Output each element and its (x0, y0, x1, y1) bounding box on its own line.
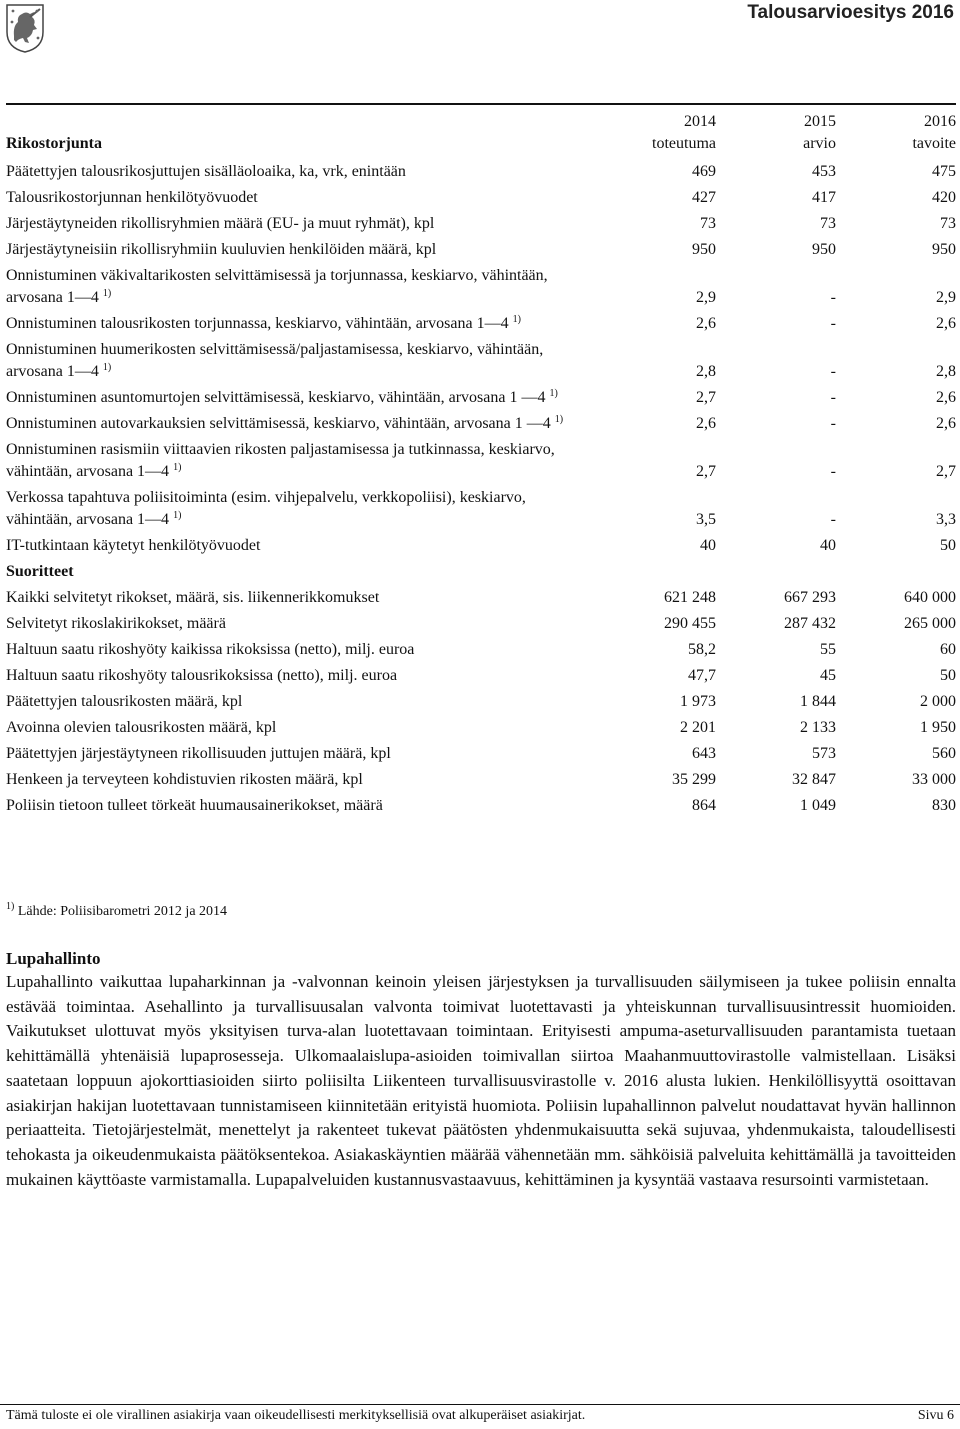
table-row (6, 485, 956, 533)
cell-value: 2 201 (680, 719, 716, 736)
footnote-ref: 1) (173, 510, 182, 521)
cell-value: 2 000 (920, 693, 956, 710)
footnote-ref: 1) (102, 362, 112, 373)
table-row (6, 437, 956, 485)
cell-value: - (830, 389, 836, 406)
cell-value: 2,8 (936, 363, 956, 380)
table-row (6, 689, 956, 715)
cell-value: 50 (940, 667, 956, 684)
row-label: Onnistuminen asuntomurtojen selvittämisessä, keskiarvo, vähintään, arvosana 1 —4 $^{1)}$ (6, 388, 558, 406)
table-row (6, 185, 956, 211)
cell-value: 3,3 (936, 511, 956, 528)
footnote-marker: 1) (6, 901, 15, 912)
table-row (6, 585, 956, 611)
cell-value: 35 299 (672, 771, 716, 788)
cell-value: 32 847 (792, 771, 836, 788)
cell-value: 2,7 (696, 389, 716, 406)
cell-value: 45 (820, 667, 836, 684)
cell-value: 2,6 (696, 315, 716, 332)
footnote-ref: 1) (549, 388, 558, 399)
cell-value: 640 000 (904, 589, 956, 606)
cell-value: 830 (932, 797, 956, 814)
cell-value: 560 (932, 745, 956, 762)
cell-value: 2,9 (936, 289, 956, 306)
footnote-ref: 1) (102, 288, 112, 299)
cell-value: 864 (692, 797, 716, 814)
cell-value: 33 000 (912, 771, 956, 788)
table-row (6, 311, 956, 337)
row-label: IT-tutkintaan käytetyt henkilötyövuodet (6, 537, 261, 554)
table-row (6, 767, 956, 793)
cell-value: 2 133 (800, 719, 836, 736)
column-header-2014: 2014 toteutuma (652, 113, 716, 152)
cell-value: 3,5 (696, 511, 716, 528)
cell-value: 2,6 (936, 315, 956, 332)
cell-value: 643 (692, 745, 716, 762)
table-row (6, 237, 956, 263)
cell-value: 475 (932, 163, 956, 180)
table-row (6, 663, 956, 689)
footnote-ref: 1) (554, 414, 564, 425)
cell-value: 50 (940, 537, 956, 554)
cell-value: 1 049 (800, 797, 836, 814)
cell-value: 453 (812, 163, 836, 180)
document-title: Talousarvioesitys 2016 (747, 2, 954, 23)
cell-value: 40 (820, 537, 836, 554)
cell-value: 427 (692, 189, 716, 206)
table-row (6, 637, 956, 663)
row-label: Onnistuminen autovarkauksien selvittämisessä, keskiarvo, vähintään, arvosana 1 —4 $^{1)}$ (6, 414, 564, 432)
cell-value: 2,7 (936, 463, 956, 480)
cell-value: 47,7 (688, 667, 716, 684)
cell-value: 1 973 (680, 693, 716, 710)
table-row (6, 793, 956, 819)
row-label: Verkossa tapahtuva poliisitoiminta (esim. vihjepalvelu, verkkopoliisi), keskiarvo, vähintään, arvosana 1—4 $^{1)}$ (6, 489, 526, 528)
cell-value: - (830, 363, 836, 380)
row-label: Poliisin tietoon tulleet törkeät huumausainerikokset, määrä (6, 797, 383, 814)
row-label: Onnistuminen rasismiin viittaavien rikosten paljastamisessa ja tutkinnassa, keskiarvo, vähintään, arvosana 1—4 $^{1)}$ (6, 441, 555, 480)
section-paragraph: Lupahallinto vaikuttaa lupaharkinnan ja -valvonnan keinoin yleisen järjestyksen ja turvallisuuden säilymiseen ja tukee poliisin ennalta estävää toimintaa. Asehallinto ja turvallisuusalan valvonta toimivat luotettavasti ja yhteiskunnan turvallisuusintressit huomioiden. Vaikutukset ulottuvat myös yksityisen turva-alan luotettavaan toimintaan. Erityisesti ampuma-aseturvallisuuden parantamista tuetaan kehittämällä yhtenäisiä lupaprosesseja. Ulkomaalaislupa-asioiden toimivallan siirtoa Maahanmuuttovirastolle valmistellaan. Lisäksi saatetaan loppuun ajokorttiasioiden siirto poliisilta Liikenteen turvallisuusvirastolle v. 2016 alusta lukien. Henkilöllisyyttä osoittavan asiakirjan hakijan luotettavaan tunnistamiseen kiinnitetään erityistä huomiota. Poliisin lupahallinnon palvelut noudattavat hyvän hallinnon periaatteita. Tietojärjestelmät, menettelyt ja rakenteet tukevat päätösten yhdenmukaisuutta sekä sujuvaa, yhdenmukaista, taloudellisesti tehokasta ja oikeudenmukaista päätöksentekoa. Asiakaskäyntien määrää vähennetään mm. sähköisiä palveluita kehittämällä ja tavoitteiden mukainen käyttöaste varmistamalla. Lupapalveluiden kustannusvastaavuus, kehittäminen ja kysyntää vastaava resursointi varmistetaan. (6, 972, 956, 1189)
cell-value: 2,7 (696, 463, 716, 480)
table-row (6, 411, 956, 437)
cell-value: 287 432 (784, 615, 836, 632)
cell-value: 2,6 (936, 389, 956, 406)
cell-value: - (830, 511, 836, 528)
cell-value: 60 (940, 641, 956, 658)
footnote (6, 901, 228, 920)
footnote-ref: 1) (173, 462, 182, 473)
section-title: Suoritteet (6, 563, 74, 580)
cell-value: - (830, 315, 836, 332)
cell-value: 1 844 (800, 693, 836, 710)
footnote-text: Lähde: Poliisibarometri 2012 ja 2014 (14, 904, 228, 919)
cell-value: 2,8 (696, 363, 716, 380)
footnote-ref: 1) (512, 314, 521, 325)
row-label: Talousrikostorjunnan henkilötyövuodet (6, 189, 258, 206)
table-title: Rikostorjunta (6, 135, 103, 152)
coat-of-arms-lion-icon (4, 2, 46, 54)
row-label: Haltuun saatu rikoshyöty talousrikoksissa (netto), milj. euroa (6, 667, 398, 684)
column-header-2015: 2015 arvio (803, 113, 836, 152)
cell-value: 950 (692, 241, 716, 258)
cell-value: 950 (932, 241, 956, 258)
cell-value: 73 (940, 215, 956, 232)
cell-value: - (830, 463, 836, 480)
cell-value: 2,9 (696, 289, 716, 306)
lupahallinto-section (6, 948, 956, 1192)
cell-value: 573 (812, 745, 836, 762)
row-label: Onnistuminen väkivaltarikosten selvittämisessä ja torjunnassa, keskiarvo, vähintään, arvosana 1—4 $^{1)}$ (6, 267, 548, 306)
cell-value: - (830, 289, 836, 306)
cell-value: 2,6 (696, 415, 716, 432)
cell-value: 2,6 (936, 415, 956, 432)
row-label: Henkeen ja terveyteen kohdistuvien rikosten määrä, kpl (6, 771, 363, 788)
row-label: Haltuun saatu rikoshyöty kaikissa rikoksissa (netto), milj. euroa (6, 641, 415, 658)
footer-disclaimer: Tämä tuloste ei ole virallinen asiakirja vaan oikeudellisesti merkityksellisiä ovat alkuperäiset asiakirjat. (6, 1408, 586, 1423)
table-row (6, 263, 956, 311)
row-label: Järjestäytyneiden rikollisryhmien määrä (EU- ja muut ryhmät), kpl (6, 215, 435, 232)
table-row (6, 159, 956, 185)
cell-value: 420 (932, 189, 956, 206)
row-label: Onnistuminen huumerikosten selvittämisessä/paljastamisessa, keskiarvo, vähintään, arvosana 1—4 $^{1)}$ (6, 341, 544, 380)
cell-value: 469 (692, 163, 716, 180)
cell-value: 73 (700, 215, 716, 232)
row-label: Kaikki selvitetyt rikokset, määrä, sis. liikennerikkomukset (6, 589, 380, 606)
cell-value: 1 950 (920, 719, 956, 736)
row-label: Onnistuminen talousrikosten torjunnassa, keskiarvo, vähintään, arvosana 1—4 $^{1)}$ (6, 314, 521, 332)
row-label: Selvitetyt rikoslakirikokset, määrä (6, 615, 226, 632)
section-row-suoritteet (6, 559, 956, 585)
cell-value: 55 (820, 641, 836, 658)
table-row (6, 385, 956, 411)
cell-value: 417 (812, 189, 836, 206)
table-row (6, 741, 956, 767)
cell-value: 265 000 (904, 615, 956, 632)
kpi-table-section (6, 103, 956, 819)
footer-divider (0, 1404, 960, 1405)
row-label: Päätettyjen talousrikosjuttujen sisälläoloaika, ka, vrk, enintään (6, 163, 406, 180)
row-label: Päätettyjen talousrikosten määrä, kpl (6, 693, 243, 710)
cell-value: 73 (820, 215, 836, 232)
row-label: Järjestäytyneisiin rikollisryhmiin kuuluvien henkilöiden määrä, kpl (6, 241, 437, 258)
table-row (6, 337, 956, 385)
kpi-table (6, 103, 956, 819)
row-label: Päätettyjen järjestäytyneen rikollisuuden juttujen määrä, kpl (6, 745, 391, 762)
cell-value: 290 455 (664, 615, 716, 632)
cell-value: 950 (812, 241, 836, 258)
cell-value: 667 293 (784, 589, 836, 606)
table-row (6, 715, 956, 741)
cell-value: 58,2 (688, 641, 716, 658)
cell-value: 40 (700, 537, 716, 554)
table-row (6, 211, 956, 237)
table-row (6, 533, 956, 559)
row-label: Avoinna olevien talousrikosten määrä, kpl (6, 719, 277, 736)
cell-value: 621 248 (664, 589, 716, 606)
table-header-row (6, 107, 956, 159)
table-row (6, 611, 956, 637)
column-header-2016: 2016 tavoite (912, 113, 956, 152)
page-number: Sivu 6 (917, 1408, 954, 1423)
cell-value: - (830, 415, 836, 432)
section-heading: Lupahallinto (6, 949, 101, 968)
page-header (0, 0, 960, 60)
